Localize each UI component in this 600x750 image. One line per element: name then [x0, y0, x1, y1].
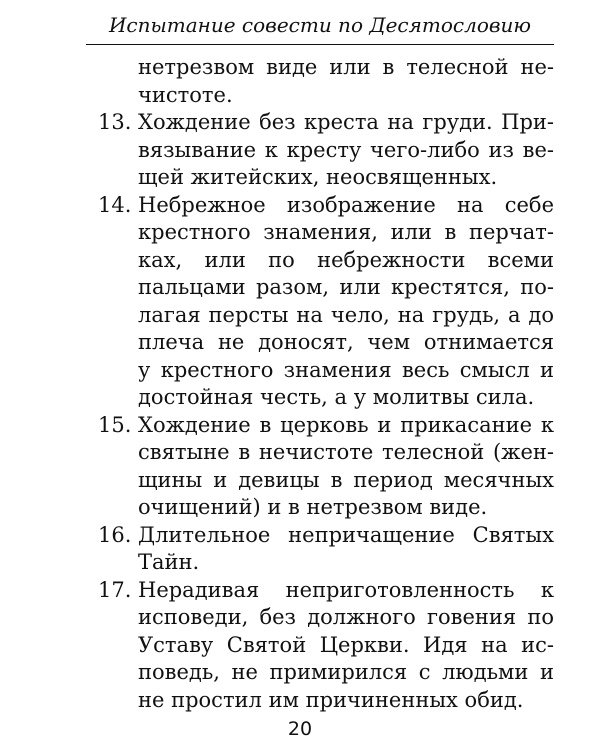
text-line: лагая персты на чело, на грудь, а до — [138, 302, 554, 327]
text-line: святыне в нечистоте телесной (жен- — [138, 440, 554, 464]
text-line: очищений) и в нетрезвом виде. — [138, 495, 488, 519]
line-text: Длительное непричащение Святых — [138, 522, 554, 547]
text-line: достойная честь, а у молитвы сила. — [138, 385, 535, 409]
text-line — [86, 412, 554, 440]
item-number: 17. — [98, 577, 132, 602]
text-line: крестного знамения, или в перчат- — [138, 220, 554, 244]
list-item-15 — [86, 412, 554, 522]
item-number: 15. — [98, 412, 132, 437]
item-number: 13. — [98, 110, 132, 134]
text-line: Тайн. — [138, 550, 200, 574]
list-item-17 — [86, 577, 554, 715]
text-line: щей житейских, неосвященных. — [138, 165, 498, 189]
text-line: у крестного знамения весь смысл и — [138, 357, 554, 382]
item-number: 14. — [98, 192, 132, 217]
line-text: Хождение без креста на груди. При- — [138, 110, 554, 134]
text-line — [86, 577, 554, 605]
list-item-13 — [86, 109, 554, 192]
header-rule — [86, 44, 554, 45]
text-line: исповеди, без должного говения по — [138, 605, 554, 629]
item-number: 16. — [98, 522, 132, 547]
text-line: ках, или по небрежности всеми — [138, 247, 554, 272]
line-text: Хождение в церковь и прикасание к — [138, 412, 554, 437]
text-line — [86, 192, 554, 220]
text-line: пальцами разом, или крестятся, по- — [138, 275, 554, 299]
list-item-continuation — [86, 54, 554, 109]
list-item-14 — [86, 192, 554, 412]
text-line — [86, 109, 554, 137]
page-body — [86, 54, 554, 714]
text-line: не простил им причиненных обид. — [138, 687, 524, 712]
running-header: Испытание совести по Десятословию — [108, 13, 531, 37]
line-text: Нерадивая неприготовленность к — [138, 577, 554, 602]
text-line: плеча не доносят, чем отнимается — [138, 330, 554, 354]
text-line: нетрезвом виде или в телесной не- — [138, 55, 554, 79]
text-line: вязывание к кресту чего-либо из ве- — [138, 137, 554, 162]
page-number: 20 — [287, 718, 313, 740]
text-line: чистоте. — [138, 82, 233, 107]
text-line: щины и девицы в период месячных — [138, 467, 554, 492]
text-line: Уставу Святой Церкви. Идя на ис- — [138, 632, 554, 657]
line-text: Небрежное изображение на себе — [138, 192, 554, 217]
list-item-16 — [86, 522, 554, 577]
text-line: поведь, не примирился с людьми и — [138, 660, 554, 684]
text-line — [86, 522, 554, 550]
